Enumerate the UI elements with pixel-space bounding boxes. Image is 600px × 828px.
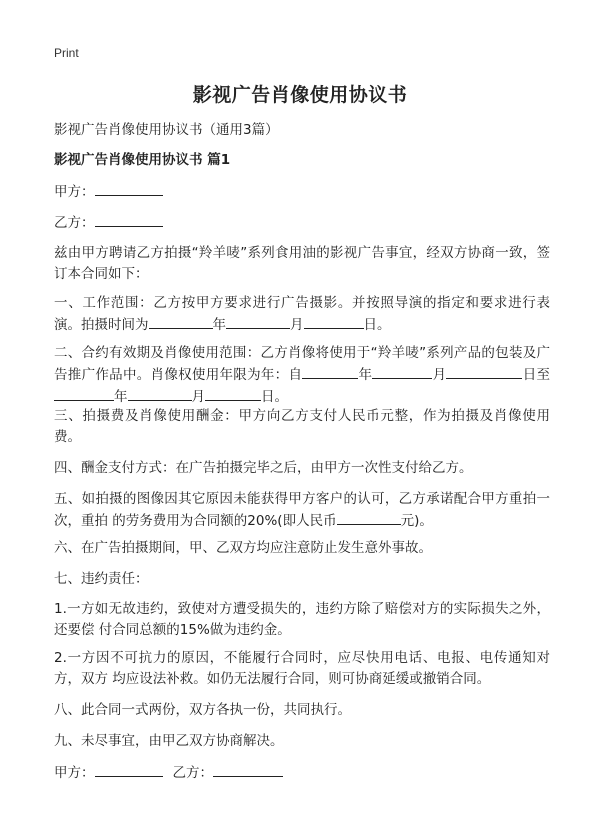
- clause-7: 七、违约责任：: [54, 571, 149, 587]
- blank-field: [302, 364, 358, 379]
- clause-1-text: 一、工作范围：乙方按甲方要求进行广告摄影。并按照导演的指定和要求进行表演。拍摄时间为: [54, 295, 550, 333]
- clause-5: [54, 489, 550, 532]
- year-label: 年: [212, 317, 226, 333]
- clause-1: [54, 293, 550, 336]
- blank-field: [372, 364, 432, 379]
- clause-2: [54, 343, 550, 408]
- intro-paragraph: 兹由甲方聘请乙方拍摄“羚羊唛”系列食用油的影视广告事宜，经双方协商一致，签订本合同如下：: [54, 245, 550, 282]
- to-label: 至: [536, 367, 551, 383]
- year-label: 年: [114, 389, 128, 405]
- year-label: 年: [358, 367, 373, 383]
- clause-4: 四、酬金支付方式：在广告拍摄完毕之后，由甲方一次性支付给乙方。: [54, 460, 473, 476]
- day-label: 日。: [363, 317, 391, 333]
- party-b-line: [54, 212, 550, 234]
- blank-field: [54, 386, 114, 401]
- sign-party-b-blank: [213, 762, 283, 777]
- sign-party-a-blank: [95, 762, 163, 777]
- blank-field: [128, 386, 192, 401]
- sign-party-a-label: 甲方：: [54, 765, 95, 781]
- clause-8: 八、此合同一式两份，双方各执一份，共同执行。: [54, 702, 351, 718]
- document-subtitle: 影视广告肖像使用协议书（通用3篇）: [54, 122, 279, 138]
- clause-6: 六、在广告拍摄期间，甲、乙双方均应注意防止发生意外事故。: [54, 540, 432, 556]
- party-b-blank: [95, 212, 163, 227]
- print-label[interactable]: Print: [54, 46, 79, 60]
- sign-party-b-label: 乙方：: [172, 765, 213, 781]
- blank-field: [337, 510, 401, 525]
- section-heading: 影视广告肖像使用协议书 篇1: [54, 152, 231, 168]
- document-title: 影视广告肖像使用协议书: [192, 84, 408, 106]
- month-label: 月: [191, 389, 205, 405]
- blank-field: [304, 314, 364, 329]
- clause-7-1: 1.一方如无故违约，致使对方遭受损失的，违约方除了赔偿对方的实际损失之外，还要偿 付合同总额的15%做为违约金。: [54, 601, 550, 638]
- month-label: 月: [290, 317, 304, 333]
- clause-9: 九、未尽事宜，由甲乙双方协商解决。: [54, 733, 284, 749]
- party-b-label: 乙方：: [54, 215, 95, 231]
- blank-field: [446, 364, 522, 379]
- month-label: 月: [432, 367, 447, 383]
- blank-field: [205, 386, 261, 401]
- blank-field: [149, 314, 213, 329]
- clause-5-end: 元)。: [400, 513, 433, 529]
- party-a-blank: [95, 181, 163, 196]
- clause-2-text: 二、合约有效期及肖像使用范围：乙方肖像将使用于“羚羊唛”系列产品的包装及广告推广作品中。肖像权使用年限为年：自: [54, 345, 550, 383]
- clause-7-2: 2.一方因不可抗力的原因，不能履行合同时，应尽快用电话、电报、电传通知对方，双方 均应设法补救。如仍无法履行合同，则可协商延缓或撤销合同。: [54, 650, 550, 687]
- clause-3: 三、拍摄费及肖像使用酬金：甲方向乙方支付人民币元整，作为拍摄及肖像使用费。: [54, 408, 550, 445]
- day-label: 日: [522, 367, 537, 383]
- party-a-label: 甲方：: [54, 184, 95, 200]
- party-a-line: [54, 181, 550, 203]
- blank-field: [226, 314, 290, 329]
- day-label: 日。: [261, 389, 288, 405]
- signature-line: [54, 762, 550, 784]
- clause-5-text: 五、如拍摄的图像因其它原因未能获得甲方客户的认可，乙方承诺配合甲方重拍一次，重拍 的劳务费用为合同额的20%(即人民币: [54, 491, 550, 529]
